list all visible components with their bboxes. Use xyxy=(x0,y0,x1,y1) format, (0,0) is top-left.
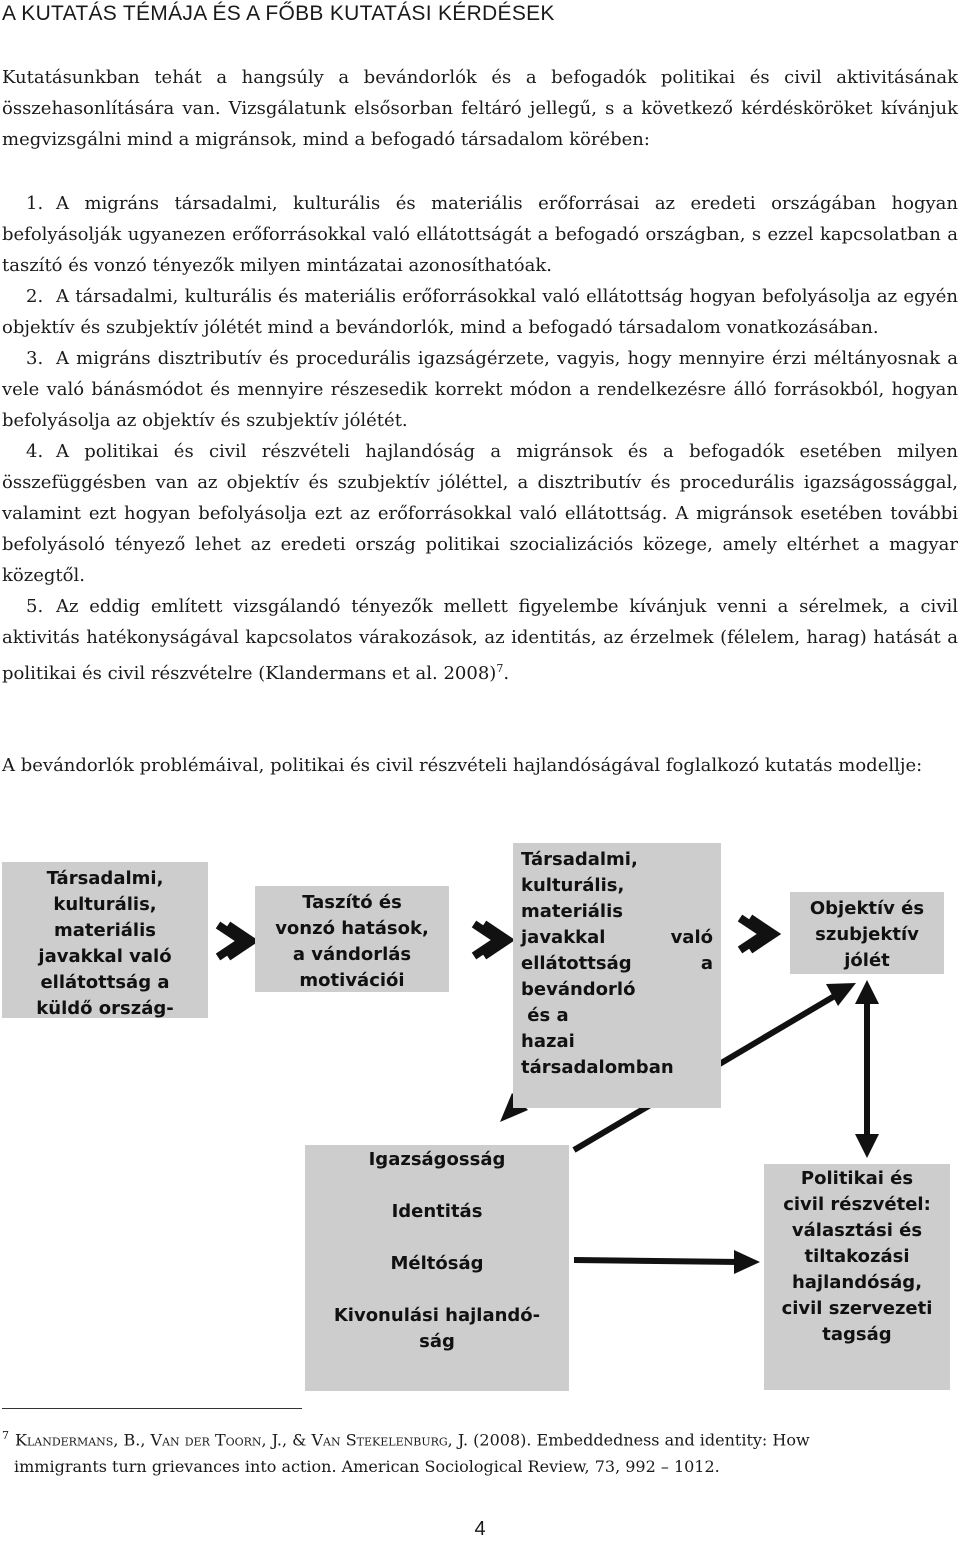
bidirectional-arrow xyxy=(855,980,879,1158)
list-item: 3. A migráns disztributív és procedurális igazságérzete, vagyis, hogy mennyire érzi méltányosnak a vele való bánásmódot és mennyire részesedik korrekt módon a rendelkezésre álló forrásokból, hogyan befolyásolja az objektív és szubjektív jólétét. xyxy=(2,348,958,431)
arrow-to-participation xyxy=(574,1250,760,1274)
box-participation: Politikai és civil részvétel: választási és tiltakozási hajlandóság, civil szervezeti tagság xyxy=(764,1164,950,1390)
chevron-arrow-2 xyxy=(474,924,508,956)
intro-paragraph: Kutatásunkban tehát a hangsúly a bevándorlók és a befogadók politikai és civil aktivitásának összehasonlítására van. Vizsgálatunk elsősorban feltáró jellegű, s a következő kérdésköröket kívánjuk megvizsgálni mind a migránsok, mind a befogadó társadalom körében: xyxy=(2,67,958,150)
box-push-pull-factors: Taszító és vonzó hatások, a vándorlás motivációi xyxy=(255,886,449,992)
research-questions-list xyxy=(2,188,958,689)
list-item: 2. A társadalmi, kulturális és materiális erőforrásokkal való ellátottság hogyan befolyásolja az egyén objektív és szubjektív jólétét mind a bevándorlók, mind a befogadó társadalom vonatkozásában. xyxy=(2,286,958,338)
chevron-arrow-3 xyxy=(740,918,774,950)
footnote-ref[interactable]: 7 xyxy=(496,662,504,675)
list-item: 5. Az eddig említett vizsgálandó tényezők mellett figyelembe kívánjuk venni a sérelmek, a civil aktivitás hatékonyságával kapcsolatos várakozások, az identitás, az érzelmek (félelem, harag) hatását a politikai és civil részvételre (Klandermans et al. 2008)$^7$. xyxy=(2,596,958,684)
section-heading: A KUTATÁS TÉMÁJA ÉS A FŐBB KUTATÁSI KÉRDÉSEK xyxy=(2,2,555,25)
list-item: 4. A politikai és civil részvételi hajlandóság a migránsok és a befogadók esetében milyen összefüggésben van az objektív és szubjektív jóléttel, a disztributív és procedurális igazságossággal, valamint ezt hogyan befolyásolja ezt az erőforrásokkal való ellátottság. A migránsok esetében további befolyásoló tényező lehet az eredeti ország politikai szocializációs közege, amely eltérhet a magyar közegtől. xyxy=(2,441,958,586)
model-intro-paragraph: A bevándorlók problémáival, politikai és civil részvételi hajlandóságával foglalkozó kutatás modellje: xyxy=(2,755,923,776)
list-item: 1. A migráns társadalmi, kulturális és materiális erőforrásai az eredeti országában hogyan befolyásolják ugyanezen erőforrásokkal való ellátottságát a befogadó országban, s ezzel kapcsolatban a taszító és vonzó tényezők milyen mintázatai azonosíthatóak. xyxy=(2,193,958,276)
box-wellbeing: Objektív és szubjektív jólét xyxy=(790,892,944,974)
footnote: $^7$ Klandermans, B., Van der Toorn, J., & Van Stekelenburg, J. (2008). Embeddedness and identity: How immigrants turn grievances into action. American Sociological Review, 73, 992 – 1012. xyxy=(2,1429,810,1477)
footnote-divider xyxy=(2,1408,302,1409)
chevron-arrow-1 xyxy=(218,925,252,957)
box-host-country-resources: Társadalmi, kulturális, materiális javakkal való ellátottság a bevándorló és a hazai társadalomban xyxy=(513,843,721,1108)
box-sending-country-resources: Társadalmi, kulturális, materiális javakkal való ellátottság a küldő ország- xyxy=(2,862,208,1018)
page-number: 4 xyxy=(474,1518,486,1540)
box-justice-identity: Igazságosság Identitás Méltóság Kivonulási hajlandó- ság xyxy=(305,1145,569,1391)
